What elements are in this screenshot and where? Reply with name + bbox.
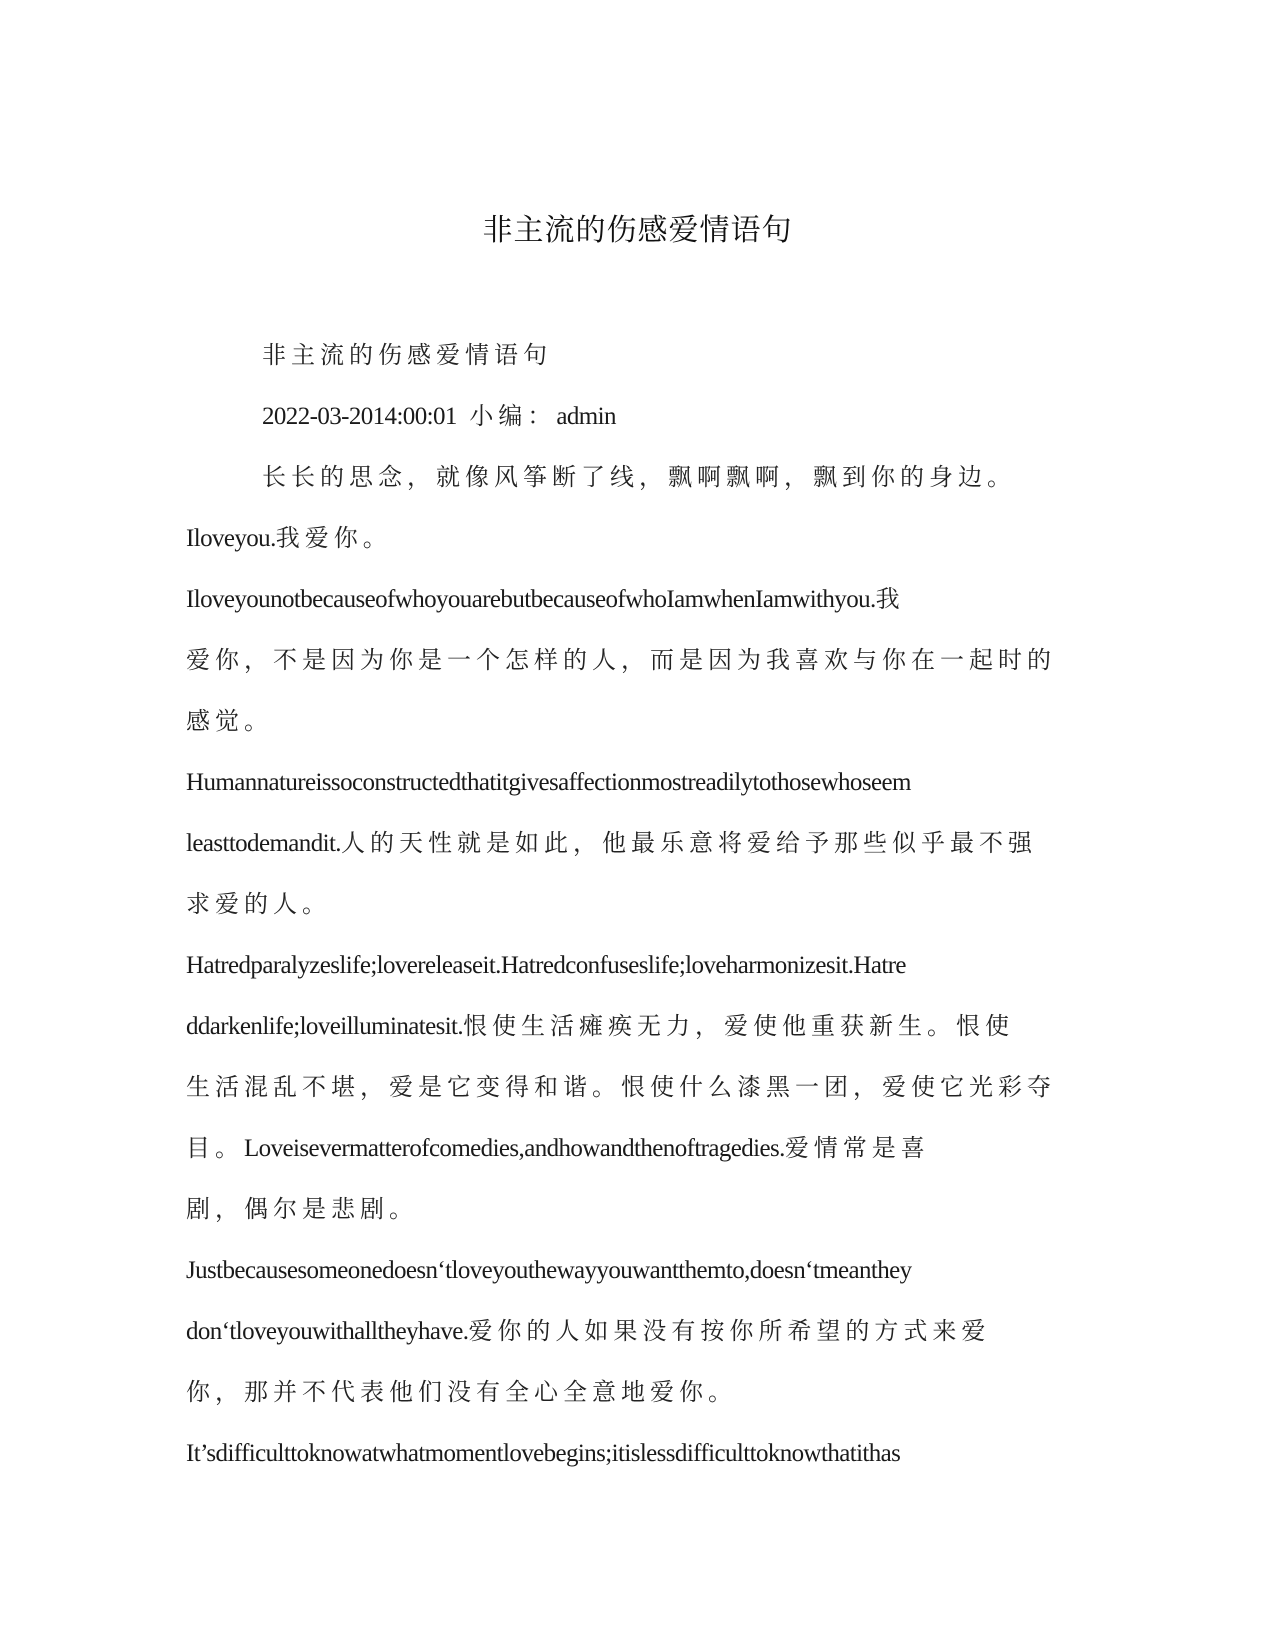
chinese-text: 非主流的伤感爱情语句 — [262, 341, 552, 369]
paragraph-line — [186, 1240, 1086, 1301]
chinese-text: 你，那并不代表他们没有全心全意地爱你。 — [186, 1378, 737, 1406]
chinese-text: 爱你的人如果没有按你所希望的方式来爱 — [468, 1317, 991, 1345]
paragraph-line — [186, 752, 1086, 813]
paragraph-line — [186, 1118, 1086, 1179]
latin-text: Iloveyou. — [186, 525, 276, 552]
paragraph-line — [186, 1301, 1086, 1362]
paragraph-line — [186, 569, 1086, 630]
paragraph-line — [186, 508, 1086, 569]
chinese-text: 爱情常是喜 — [784, 1134, 930, 1162]
chinese-text: 小编： — [456, 402, 557, 430]
chinese-text: 长长的思念，就像风筝断了线，飘啊飘啊，飘到你的身边。 — [262, 463, 1016, 491]
document-title: 非主流的伤感爱情语句 — [482, 213, 793, 248]
latin-text: Humannatureissoconstructedthatitgivesaffectionmostreadilytothosewhoseem — [186, 769, 911, 796]
chinese-text: 目。 — [186, 1134, 244, 1162]
chinese-text: 剧，偶尔是悲剧。 — [186, 1195, 418, 1223]
chinese-text: 恨使生活瘫痪无力，爱使他重获新生。恨使 — [463, 1012, 1015, 1040]
latin-text: It’sdifficulttoknowatwhatmomentlovebegins;itislessdifficulttoknowthatithas — [186, 1440, 901, 1467]
paragraph-line — [186, 691, 1086, 752]
chinese-text: 求爱的人。 — [186, 890, 331, 918]
paragraph-line — [186, 996, 1086, 1057]
chinese-text: 生活混乱不堪，爱是它变得和谐。恨使什么漆黑一团，爱使它光彩夺 — [186, 1073, 1056, 1101]
chinese-text: 我 — [875, 585, 905, 613]
paragraph-line — [186, 1423, 1086, 1484]
paragraph-line — [186, 1362, 1086, 1423]
paragraph-line — [186, 1057, 1086, 1118]
latin-text: Hatredparalyzeslife;lovereleaseit.Hatredconfuseslife;loveharmonizesit.Hatre — [186, 952, 906, 979]
latin-text: IloveyounotbecauseofwhoyouarebutbecauseofwhoIamwhenIamwithyou. — [186, 586, 876, 613]
latin-text: Justbecausesomeonedoesn‘tloveyouthewayyouwantthemto,doesn‘tmeanthey — [186, 1257, 912, 1284]
latin-text: 2022-03-2014:00:01 — [262, 403, 457, 430]
chinese-text: 人的天性就是如此，他最乐意将爱给予那些似乎最不强 — [340, 829, 1037, 857]
paragraph-line — [186, 325, 1086, 386]
latin-text: admin — [556, 403, 616, 430]
document-body — [186, 325, 1086, 1484]
chinese-text: 感觉。 — [186, 707, 273, 735]
latin-text: Loveisevermatterofcomedies,andhowandthenoftragedies. — [244, 1135, 785, 1162]
paragraph-line — [186, 447, 1086, 508]
chinese-text: 爱你，不是因为你是一个怎样的人，而是因为我喜欢与你在一起时的 — [186, 646, 1056, 674]
paragraph-line — [186, 813, 1086, 874]
paragraph-line — [186, 874, 1086, 935]
paragraph-line — [186, 630, 1086, 691]
chinese-text: 我爱你。 — [275, 524, 392, 552]
latin-text: ddarkenlife;loveilluminatesit. — [186, 1013, 464, 1040]
paragraph-line — [186, 386, 1086, 447]
latin-text: leasttodemandit. — [186, 830, 341, 857]
paragraph-line — [186, 1179, 1086, 1240]
paragraph-line — [186, 935, 1086, 996]
latin-text: don‘tloveyouwithalltheyhave. — [186, 1318, 469, 1345]
